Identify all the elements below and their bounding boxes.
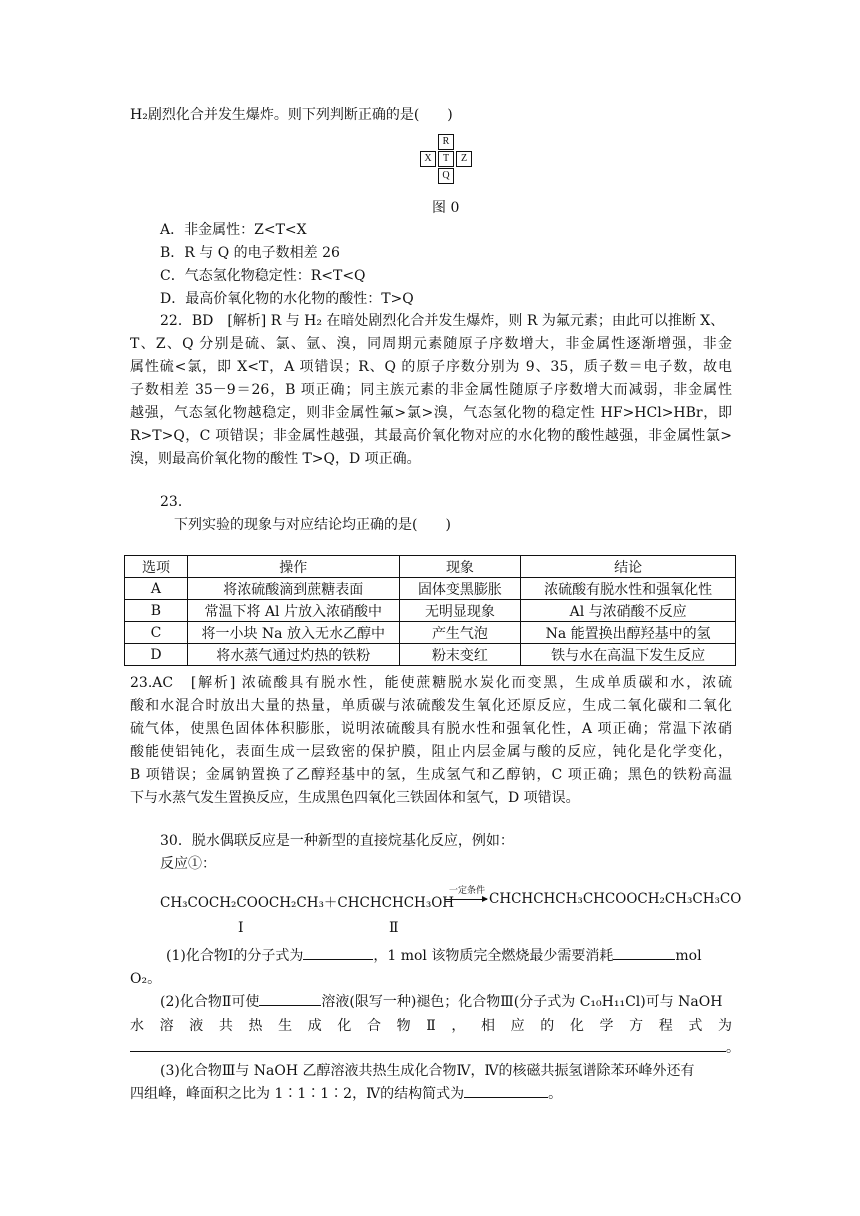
table-cell: Na 能置换出醇羟基中的氢 (521, 622, 736, 644)
part2-line2: 水 溶 液 共 热 生 成 化 合 物 Ⅱ ， 相 应 的 化 学 方 程 式 为 (130, 1018, 732, 1034)
table-row (125, 622, 736, 644)
cell-q: Q (438, 168, 454, 184)
blank-equation[interactable] (130, 1037, 726, 1052)
answer22-line: 属性硫<氯，即 X<T，A 项错误；R、Q 的原子序数分别为 9、35，质子数＝电子数，故电 (130, 359, 732, 375)
table-cell: A (125, 578, 188, 600)
answer23-line: 酸能使铝钝化，表面生成一层致密的保护膜，阻止内层金属与酸的反应，钝化是化学变化， (130, 744, 732, 760)
answer23-line: 酸和水混合时放出大量的热量，单质碳与浓硫酸发生氧化还原反应，生成二氧化碳和二氧化 (130, 698, 732, 714)
table-cell: 常温下将 Al 片放入浓硝酸中 (187, 600, 399, 622)
answer22-line: T、Z、Q 分别是硫、氯、氩、溴，同周期元素随原子序数增大，非金属性逐渐增强，非金 (130, 336, 732, 352)
part2-text: (2)化合物Ⅱ可使 (160, 994, 260, 1010)
table-cell: 固体变黑膨胀 (399, 578, 521, 600)
part3-line: (3)化合物Ⅲ与 NaOH 乙醇溶液共热生成化合物Ⅳ，Ⅳ的核磁共振氢谱除苯环峰外还有 (160, 1063, 695, 1079)
figure-caption: 图 0 (432, 200, 460, 216)
blank-formula[interactable] (303, 945, 373, 960)
part2-end: 。 (726, 1040, 740, 1056)
part2-text: 溶液(限写一种)褪色；化合物Ⅲ(分子式为 C₁₀H₁₁Cl)可与 NaOH (321, 994, 723, 1010)
compound-label-i: Ⅰ (238, 920, 244, 936)
part1-unit: mol (675, 948, 702, 964)
answer23-line: 下与水蒸气发生置换反应，生成黑色四氧化三铁固体和氢气，D 项错误。 (130, 790, 580, 806)
table-cell: 粉末变红 (399, 644, 521, 666)
part1-o2: O₂。 (130, 971, 162, 987)
cell-r: R (438, 134, 454, 150)
blank-o2-amount[interactable] (613, 945, 675, 960)
answer23-line: 硫气体，使黑色固体体积膨胀，说明浓硫酸具有脱水性和强氧化性，A 项正确；常温下浓硝 (130, 721, 732, 737)
table-cell: 将浓硫酸滴到蔗糖表面 (187, 578, 399, 600)
reaction-label: 反应①： (160, 856, 216, 872)
part3-text: 四组峰，峰面积之比为 1∶1∶1∶2，Ⅳ的结构简式为 (130, 1086, 465, 1102)
q23-number: 23． (160, 494, 192, 510)
option-d: D．最高价氧化物的水化物的酸性：T>Q (160, 291, 414, 307)
option-c: C．气态氢化物稳定性：R<T<Q (160, 268, 366, 284)
cell-t: T (438, 151, 454, 167)
reaction-product: CHCHCHCH₃CHCOOCH₂CH₃CH₃CO (489, 891, 742, 907)
table-header-row (125, 556, 736, 578)
table-cell: 浓硫酸有脱水性和强氧化性 (521, 578, 736, 600)
element-position-diagram (418, 134, 474, 190)
table-row (125, 644, 736, 666)
blank-solution[interactable] (259, 991, 321, 1006)
cell-x: X (420, 151, 436, 167)
table-cell: 将一小块 Na 放入无水乙醇中 (187, 622, 399, 644)
q30-intro: 30．脱水偶联反应是一种新型的直接烷基化反应，例如： (160, 833, 514, 849)
answer22-line: 溴，则最高价氧化物的酸性 T>Q，D 项正确。 (130, 451, 421, 467)
table-header: 操作 (187, 556, 399, 578)
part1-line (166, 945, 702, 965)
part2-answer-line (130, 1037, 740, 1057)
table-header: 现象 (399, 556, 521, 578)
part2-line (160, 991, 722, 1011)
table-cell: 将水蒸气通过灼热的铁粉 (187, 644, 399, 666)
cell-z: Z (456, 151, 472, 167)
table-cell: C (125, 622, 188, 644)
part3-end: 。 (548, 1086, 563, 1102)
part1-text: (1)化合物Ⅰ的分子式为 (166, 948, 304, 964)
part1-text: ，1 mol 该物质完全燃烧最少需要消耗 (373, 948, 614, 964)
table-row (125, 600, 736, 622)
answer22-line: R>T>Q，C 项错误；非金属性越强，其最高价氧化物对应的水化物的酸性越强，非金属性氯> (130, 428, 732, 444)
experiment-table (124, 555, 736, 666)
reaction-reactants: CH₃COCH₂COOCH₂CH₃＋CHCHCHCH₃OH (160, 895, 455, 911)
table-cell: D (125, 644, 188, 666)
option-b: B．R 与 Q 的电子数相差 26 (160, 245, 340, 261)
answer22-line: 22．BD [解析] R 与 H₂ 在暗处剧烈化合并发生爆炸，则 R 为氟元素；由此可以推断 X、 (160, 313, 725, 329)
blank-structure[interactable] (464, 1083, 548, 1098)
q23-stem: 下列实验的现象与对应结论均正确的是( ) (174, 517, 451, 533)
answer23-line: 23.AC [解析] 浓硫酸具有脱水性，能使蔗糖脱水炭化而变黑，生成单质碳和水，浓硫 (130, 675, 732, 691)
table-cell: B (125, 600, 188, 622)
compound-label-ii: Ⅱ (389, 920, 399, 936)
part3-line2 (130, 1083, 562, 1103)
reaction-condition: 一定条件 (449, 886, 486, 896)
answer22-line: 越强，气态氢化物越稳定，则非金属性氟>氯>溴，气态氢化物的稳定性 HF>HCl>HBr，即 (130, 405, 732, 421)
answer22-line: 子数相差 35－9＝26，B 项正确；同主族元素的非金属性随原子序数增大而减弱，非金属性 (130, 382, 732, 398)
table-header: 结论 (521, 556, 736, 578)
q21-stem: H₂剧烈化合并发生爆炸。则下列判断正确的是( ) (130, 107, 453, 123)
table-cell: 产生气泡 (399, 622, 521, 644)
reaction-arrow (445, 899, 487, 900)
table-cell: 铁与水在高温下发生反应 (521, 644, 736, 666)
option-a: A．非金属性：Z<T<X (160, 222, 307, 238)
table-header: 选项 (125, 556, 188, 578)
table-cell: 无明显现象 (399, 600, 521, 622)
table-row (125, 578, 736, 600)
answer23-line: B 项错误；金属钠置换了乙醇羟基中的氢，生成氢气和乙醇钠，C 项正确；黑色的铁粉高温 (130, 767, 732, 783)
table-cell: Al 与浓硝酸不反应 (521, 600, 736, 622)
